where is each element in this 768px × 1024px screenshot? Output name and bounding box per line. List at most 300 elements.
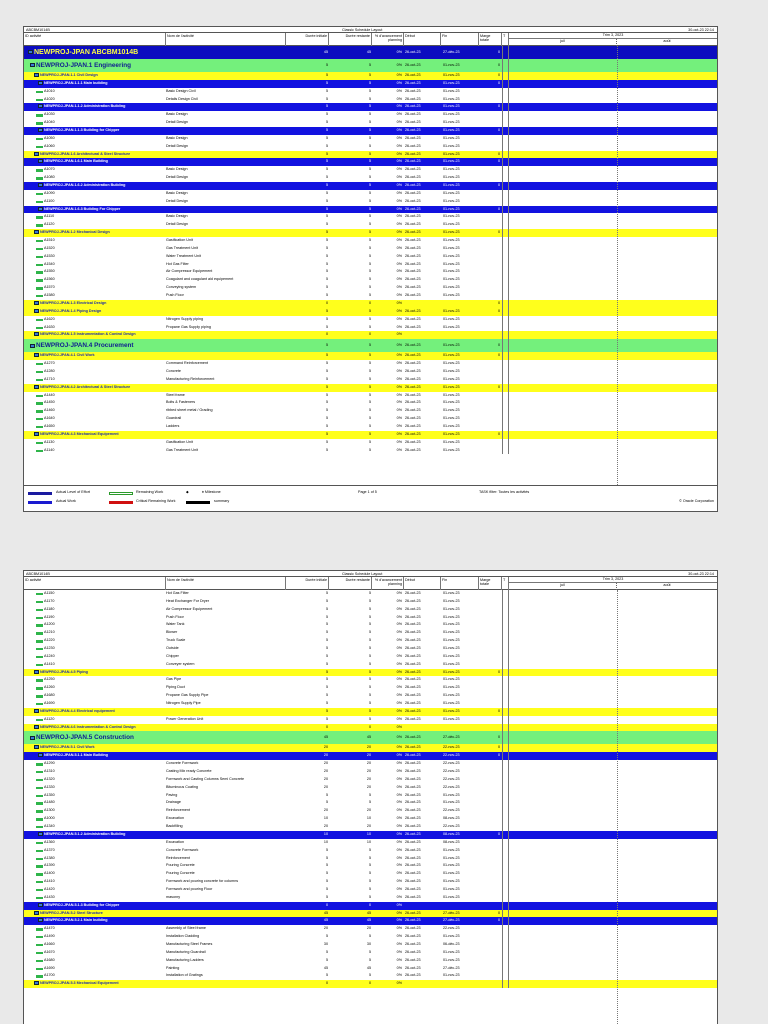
wbs-row[interactable] [24, 431, 717, 439]
finish-date: 01-nov-23 [443, 96, 460, 101]
t-cell [502, 392, 509, 400]
original-duration: 0 [325, 332, 328, 337]
activity-icon [36, 865, 43, 867]
remaining-duration: 45 [366, 910, 371, 915]
remaining-duration: 5 [368, 863, 371, 868]
percent-complete: 0% [396, 73, 402, 77]
activity-icon [36, 240, 43, 242]
activity-icon [36, 703, 43, 705]
activity-row[interactable] [24, 815, 717, 823]
legend-summary: summary [214, 499, 230, 503]
wbs-name: NEWPROJ-JPAN.1.1.2 Administration Building [44, 104, 126, 109]
percent-complete: 0% [396, 653, 402, 658]
activity-row[interactable] [24, 629, 717, 637]
t-cell [502, 855, 509, 863]
original-duration: 5 [325, 96, 328, 101]
wbs-row[interactable] [24, 669, 717, 677]
t-cell [502, 614, 509, 622]
activity-row[interactable] [24, 933, 717, 941]
finish-date: 01-nov-23 [443, 669, 460, 674]
finish-date: 01-nov-23 [443, 245, 460, 250]
col-pct-2: % d'avancement planning [372, 577, 404, 590]
start-date: 26-oct-23 [405, 104, 421, 109]
start-date: 26-oct-23 [405, 285, 421, 290]
activity-row[interactable] [24, 847, 717, 855]
finish-date: 01-nov-23 [443, 630, 460, 635]
activity-name: Reinforcement [166, 855, 190, 860]
finish-date: 01-nov-23 [443, 253, 460, 258]
t-cell [502, 119, 509, 127]
legend-loe: Actual Level of Effort [56, 490, 90, 494]
activity-row[interactable] [24, 700, 717, 708]
activity-row[interactable] [24, 245, 717, 253]
activity-id: A1580 [44, 293, 55, 298]
activity-row[interactable] [24, 598, 717, 606]
activity-icon [36, 802, 43, 804]
activity-icon [36, 248, 43, 250]
activity-id: A1430 [44, 894, 55, 899]
t-cell [502, 684, 509, 692]
activity-row[interactable] [24, 292, 717, 300]
activity-row[interactable] [24, 925, 717, 933]
remaining-duration: 0 [368, 332, 371, 337]
activity-name: Blower [166, 630, 178, 635]
remaining-duration: 5 [368, 716, 371, 721]
activity-row[interactable] [24, 823, 717, 831]
activity-id: A1680 [44, 693, 55, 698]
activity-name: Nitrogen Supply piping [166, 316, 204, 321]
wbs-row[interactable] [24, 72, 717, 80]
activity-row[interactable] [24, 324, 717, 332]
wbs-name: NEWPROJ-JPAN.5.1.1 Main Building [44, 753, 108, 758]
original-duration: 5 [325, 206, 328, 211]
activity-row[interactable] [24, 653, 717, 661]
activity-row[interactable] [24, 415, 717, 423]
percent-complete: 0% [396, 965, 402, 970]
remaining-duration: 5 [368, 80, 371, 85]
activity-row[interactable] [24, 439, 717, 447]
finish-date: 01-nov-23 [443, 190, 460, 195]
start-date: 26-oct-23 [405, 324, 421, 329]
finish-date: 01-nov-23 [443, 324, 460, 329]
activity-row[interactable] [24, 684, 717, 692]
activity-row[interactable] [24, 213, 717, 221]
percent-complete: 0% [396, 230, 402, 235]
activity-row[interactable] [24, 143, 717, 151]
percent-complete: 0% [396, 159, 402, 164]
wbs-row[interactable] [24, 352, 717, 360]
activity-icon [36, 787, 43, 789]
original-duration: 5 [325, 423, 328, 428]
finish-date: 01-nov-23 [443, 685, 460, 690]
t-cell [502, 980, 509, 988]
remaining-duration: 5 [368, 143, 371, 148]
activity-icon [36, 122, 43, 124]
activity-name: Installation of Gratings [166, 973, 203, 978]
activity-row[interactable] [24, 284, 717, 292]
start-date: 26-oct-23 [405, 368, 421, 373]
total-float: 0 [497, 151, 500, 156]
wbs-row[interactable] [24, 127, 717, 135]
percent-complete: 0% [396, 847, 402, 852]
activity-name: Gas Treatment Unit [166, 447, 198, 452]
activity-row[interactable] [24, 760, 717, 768]
percent-complete: 0% [396, 277, 402, 282]
t-cell [502, 151, 509, 159]
wbs-row[interactable] [24, 910, 717, 918]
original-duration: 5 [325, 800, 328, 805]
original-duration: 20 [323, 776, 328, 781]
activity-row[interactable] [24, 174, 717, 182]
start-date: 26-oct-23 [405, 776, 421, 781]
layout-title: Classic Schedule Layout [342, 27, 383, 32]
wbs-row[interactable] [24, 308, 717, 316]
activity-row[interactable] [24, 399, 717, 407]
percent-complete: 0% [396, 143, 402, 148]
legend-critical: Critical Remaining Work [136, 499, 176, 503]
start-date: 26-oct-23 [405, 957, 421, 962]
activity-row[interactable] [24, 799, 717, 807]
col-margin: Marge totale [479, 33, 502, 46]
activity-row[interactable] [24, 88, 717, 96]
start-date: 26-oct-23 [405, 261, 421, 266]
remaining-duration: 10 [366, 839, 371, 844]
activity-icon [36, 664, 43, 666]
wbs-label [38, 902, 119, 910]
start-date: 26-oct-23 [405, 50, 421, 54]
original-duration: 0 [325, 902, 328, 907]
t-cell [502, 174, 509, 182]
activity-row[interactable] [24, 957, 717, 965]
t-cell [502, 692, 509, 700]
wbs-row[interactable] [24, 831, 717, 839]
activity-id: A1010 [44, 88, 55, 93]
report-date: 30-oct-23 22:14 [688, 27, 714, 32]
wbs-row[interactable] [24, 980, 717, 988]
activity-name: Detail Design [166, 120, 188, 125]
original-duration: 20 [323, 769, 328, 774]
wbs-label [38, 103, 125, 111]
activity-row[interactable] [24, 360, 717, 368]
col-t: T [502, 33, 509, 46]
activity-name: Manufacturing Steel Frames [166, 941, 213, 946]
wbs-folder-icon [38, 207, 43, 211]
activity-row[interactable] [24, 621, 717, 629]
activity-row[interactable] [24, 792, 717, 800]
activity-row[interactable] [24, 637, 717, 645]
wbs-row[interactable] [24, 80, 717, 88]
activity-id: A1620 [44, 316, 55, 321]
wbs-row[interactable] [24, 339, 717, 352]
wbs-row[interactable] [24, 744, 717, 752]
activity-row[interactable] [24, 941, 717, 949]
remaining-duration: 5 [368, 135, 371, 140]
activity-row[interactable] [24, 965, 717, 973]
wbs-row[interactable] [24, 59, 717, 72]
remaining-duration: 5 [368, 431, 371, 436]
remaining-duration: 5 [368, 88, 371, 93]
wbs-label [38, 831, 125, 839]
activity-row[interactable] [24, 96, 717, 104]
activity-row[interactable] [24, 878, 717, 886]
activity-row[interactable] [24, 198, 717, 206]
activity-row[interactable] [24, 392, 717, 400]
original-duration: 5 [325, 847, 328, 852]
activity-row[interactable] [24, 447, 717, 455]
activity-icon [36, 889, 43, 891]
finish-date: 01-nov-23 [443, 792, 460, 797]
wbs-name: NEWPROJ-JPAN.1.6.2 Administration Building [44, 183, 126, 188]
activity-row[interactable] [24, 807, 717, 815]
finish-date: 01-nov-23 [443, 894, 460, 899]
activity-row[interactable] [24, 261, 717, 269]
finish-date: 01-nov-23 [443, 871, 460, 876]
t-cell [502, 143, 509, 151]
original-duration: 5 [325, 175, 328, 180]
activity-row[interactable] [24, 590, 717, 598]
wbs-row[interactable] [24, 229, 717, 237]
activity-id: A1140 [44, 447, 55, 452]
wbs-row[interactable] [24, 151, 717, 159]
finish-date: 01-nov-23 [443, 308, 460, 313]
t-cell [502, 933, 509, 941]
activity-row[interactable] [24, 894, 717, 902]
start-date: 26-oct-23 [405, 630, 421, 635]
percent-complete: 0% [396, 973, 402, 978]
remaining-duration: 5 [368, 416, 371, 421]
activity-name: Gasification Unit [166, 439, 193, 444]
report-page-1 [23, 26, 718, 512]
start-date: 26-oct-23 [405, 669, 421, 674]
activity-row[interactable] [24, 676, 717, 684]
layout-title-2: Classic Schedule Layout [342, 571, 383, 576]
wbs-row[interactable] [24, 708, 717, 716]
remaining-duration: 5 [368, 206, 371, 211]
original-duration: 5 [325, 112, 328, 117]
activity-row[interactable] [24, 423, 717, 431]
activity-row[interactable] [24, 368, 717, 376]
start-date: 26-oct-23 [405, 894, 421, 899]
activity-row[interactable] [24, 870, 717, 878]
total-float: 0 [497, 63, 500, 67]
activity-icon [36, 442, 43, 444]
col-start: Début [404, 33, 441, 46]
activity-icon [36, 418, 43, 420]
activity-icon [36, 327, 43, 329]
activity-row[interactable] [24, 776, 717, 784]
wbs-folder-icon [34, 353, 39, 357]
finish-date: 01-nov-23 [443, 693, 460, 698]
wbs-label [34, 431, 119, 439]
start-date: 26-oct-23 [405, 408, 421, 413]
activity-icon [36, 968, 43, 970]
activity-row[interactable] [24, 221, 717, 229]
remaining-duration: 5 [368, 96, 371, 101]
finish-date: 01-nov-23 [443, 392, 460, 397]
activity-name: Painting [166, 965, 180, 970]
activity-row[interactable] [24, 111, 717, 119]
activity-row[interactable] [24, 276, 717, 284]
finish-date: 01-nov-23 [443, 128, 460, 133]
percent-complete: 0% [396, 701, 402, 706]
percent-complete: 0% [396, 128, 402, 133]
original-duration: 20 [323, 784, 328, 789]
percent-complete: 0% [396, 190, 402, 195]
wbs-row[interactable] [24, 103, 717, 111]
activity-name: Detail Design [166, 222, 188, 227]
activity-id: A1510 [44, 238, 55, 243]
report-page-2 [23, 570, 718, 1024]
wbs-row[interactable] [24, 158, 717, 166]
original-duration: 5 [325, 222, 328, 227]
remaining-duration: 10 [366, 816, 371, 821]
wbs-label [34, 910, 103, 918]
remaining-duration: 5 [368, 408, 371, 413]
finish-date: 01-nov-23 [443, 167, 460, 172]
activity-row[interactable] [24, 768, 717, 776]
start-date: 26-oct-23 [405, 918, 421, 923]
wbs-row[interactable] [24, 724, 717, 732]
original-duration: 5 [325, 230, 328, 235]
finish-date: 22-nov-23 [443, 776, 460, 781]
t-cell [502, 799, 509, 807]
activity-icon [36, 395, 43, 397]
wbs-row[interactable] [24, 46, 717, 59]
start-date: 26-oct-23 [405, 934, 421, 939]
activity-id: A1390 [44, 863, 55, 868]
activity-name: Installation Cladding [166, 934, 200, 939]
activity-id: A1710 [44, 376, 55, 381]
activity-icon [36, 944, 43, 946]
t-cell [502, 815, 509, 823]
finish-date: 01-nov-23 [443, 677, 460, 682]
activity-icon [36, 319, 43, 321]
col-activity-id-2: ID activité [24, 577, 166, 590]
activity-id: A1120 [44, 716, 55, 721]
activity-row[interactable] [24, 135, 717, 143]
activity-name: Backfilling [166, 824, 183, 829]
activity-id: A1310 [44, 769, 55, 774]
activity-row[interactable] [24, 862, 717, 870]
t-cell [502, 213, 509, 221]
wbs-row[interactable] [24, 731, 717, 744]
column-header-2 [24, 577, 717, 590]
activity-row[interactable] [24, 407, 717, 415]
activity-row[interactable] [24, 855, 717, 863]
activity-row[interactable] [24, 645, 717, 653]
percent-complete: 0% [396, 392, 402, 397]
activity-icon [36, 858, 43, 860]
activity-row[interactable] [24, 661, 717, 669]
wbs-row[interactable] [24, 917, 717, 925]
t-cell [502, 72, 509, 80]
wbs-label [34, 151, 130, 159]
total-float: 0 [497, 753, 500, 758]
activity-row[interactable] [24, 253, 717, 261]
start-date: 26-oct-23 [405, 769, 421, 774]
t-cell [502, 368, 509, 376]
start-date: 26-oct-23 [405, 784, 421, 789]
wbs-row[interactable] [24, 206, 717, 214]
wbs-row[interactable] [24, 384, 717, 392]
activity-row[interactable] [24, 268, 717, 276]
activity-id: A1330 [44, 784, 55, 789]
remaining-duration: 5 [368, 792, 371, 797]
activity-id: A1420 [44, 886, 55, 891]
percent-complete: 0% [396, 183, 402, 188]
activity-row[interactable] [24, 606, 717, 614]
finish-date: 01-nov-23 [443, 701, 460, 706]
activity-row[interactable] [24, 784, 717, 792]
activity-row[interactable] [24, 716, 717, 724]
timescale-month-jul: juil [509, 39, 617, 46]
activity-table-page-2 [24, 590, 717, 988]
wbs-row[interactable] [24, 902, 717, 910]
wbs-name: NEWPROJ-JPAN.4.3 Mechanical Equipement [40, 431, 119, 436]
t-cell [502, 590, 509, 598]
activity-row[interactable] [24, 839, 717, 847]
activity-row[interactable] [24, 316, 717, 324]
finish-date: 01-nov-23 [443, 423, 460, 428]
t-cell [502, 807, 509, 815]
activity-id: A1630 [44, 324, 55, 329]
original-duration: 5 [325, 630, 328, 635]
activity-row[interactable] [24, 166, 717, 174]
activity-row[interactable] [24, 972, 717, 980]
activity-name: Concrete Formwork [166, 847, 199, 852]
total-float: 0 [497, 431, 500, 436]
original-duration: 5 [325, 934, 328, 939]
remaining-duration: 10 [366, 831, 371, 836]
activity-row[interactable] [24, 237, 717, 245]
t-cell [502, 878, 509, 886]
finish-date: 01-nov-23 [443, 285, 460, 290]
wbs-row[interactable] [24, 752, 717, 760]
activity-row[interactable] [24, 119, 717, 127]
timescale-quarter: Trim 3, 2023 [509, 33, 717, 39]
percent-complete: 0% [396, 151, 402, 156]
wbs-name: NEWPROJ-JPAN.4.1 Civil Work [40, 353, 95, 358]
remaining-duration: 5 [368, 198, 371, 203]
activity-id: A1240 [44, 653, 55, 658]
activity-row[interactable] [24, 692, 717, 700]
start-date: 26-oct-23 [405, 800, 421, 805]
finish-date: 01-nov-23 [443, 949, 460, 954]
wbs-name: NEWPROJ-JPAN.1.6 Architectural & Steel Structure [40, 151, 131, 156]
wbs-row[interactable] [24, 300, 717, 308]
activity-icon [36, 632, 43, 634]
activity-name: Air Compressor Equipement [166, 269, 213, 274]
activity-row[interactable] [24, 886, 717, 894]
activity-row[interactable] [24, 949, 717, 957]
remaining-duration: 45 [366, 735, 371, 740]
percent-complete: 0% [396, 293, 402, 298]
project-id-2: ABCBM1014B [26, 571, 50, 576]
wbs-label [30, 59, 131, 72]
finish-date: 01-nov-23 [443, 277, 460, 282]
wbs-folder-icon [34, 385, 39, 389]
start-date: 26-oct-23 [405, 606, 421, 611]
activity-row[interactable] [24, 190, 717, 198]
activity-row[interactable] [24, 376, 717, 384]
wbs-row[interactable] [24, 182, 717, 190]
original-duration: 5 [325, 416, 328, 421]
activity-row[interactable] [24, 614, 717, 622]
wbs-row[interactable] [24, 331, 717, 339]
activity-id: A1410 [44, 879, 55, 884]
t-cell [502, 88, 509, 96]
activity-icon [36, 264, 43, 266]
